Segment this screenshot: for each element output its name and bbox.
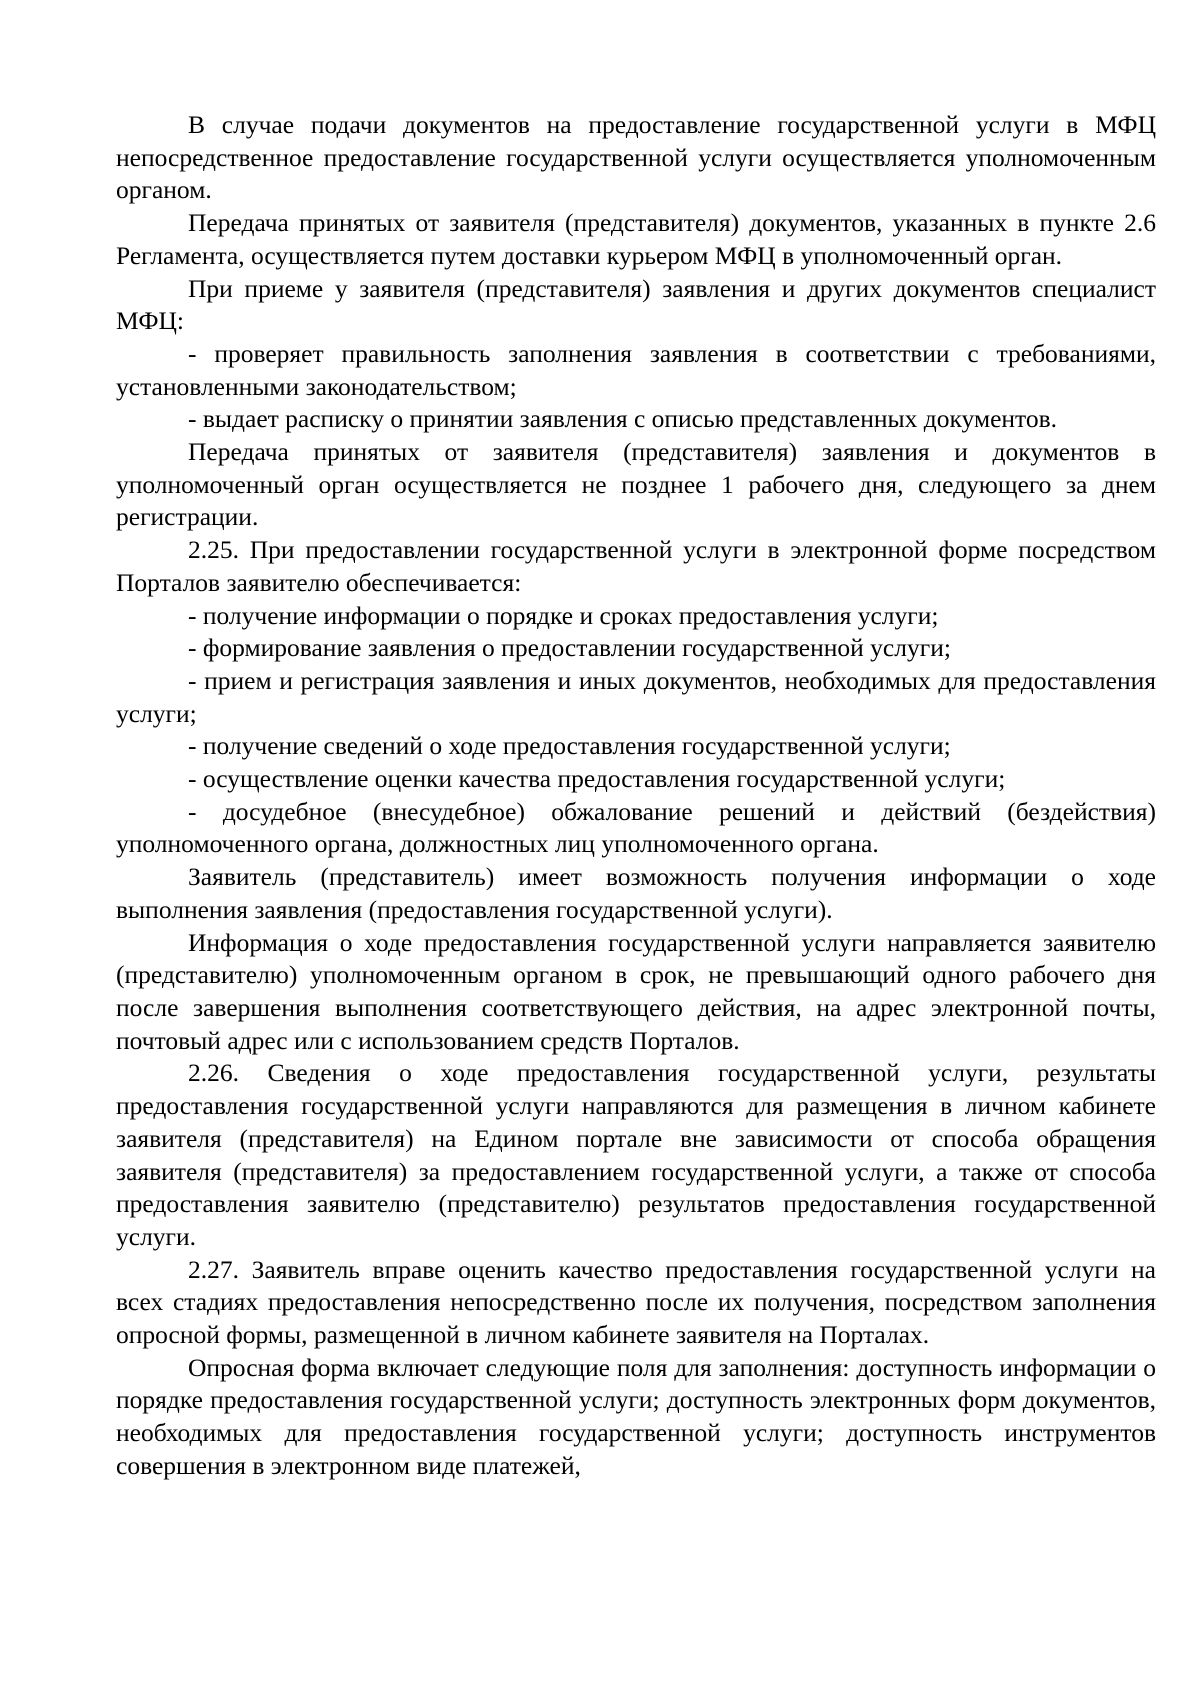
paragraph-survey-form: Опросная форма включает следующие поля для заполнения: доступность информации о порядке предоставления государственной услуги; доступность электронных форм документов, необходимых для предоставления государственной услуги; доступность инструментов совершения в электронном виде платежей, bbox=[116, 1352, 1156, 1480]
document-page bbox=[116, 109, 1156, 1483]
list-item-info-obtaining: - получение информации о порядке и сроках предоставления услуги; bbox=[188, 600, 939, 630]
paragraph-document-transfer: Передача принятых от заявителя (представителя) документов, указанных в пункте 2.6 Регламента, осуществляется путем доставки курьером МФЦ в уполномоченный орган. bbox=[116, 208, 1156, 270]
list-item-checks-correctness: - проверяет правильность заполнения заявления в соответствии с требованиями, установленными законодательством; bbox=[116, 338, 1156, 401]
paragraph-applicant-info: Заявитель (представитель) имеет возможность получения информации о ходе выполнения заявления (предоставления государственной услуги). bbox=[116, 862, 1156, 924]
list-item-registration: - прием и регистрация заявления и иных документов, необходимых для предоставления услуги; bbox=[116, 665, 1156, 728]
list-item-issues-receipt: - выдает расписку о принятии заявления с описью представленных документов. bbox=[188, 404, 1058, 434]
paragraph-section-2-25: 2.25. При предоставлении государственной услуги в электронной форме посредством Порталов заявителю обеспечивается: bbox=[116, 535, 1156, 597]
list-item-quality-assessment: - осуществление оценки качества предоставления государственной услуги; bbox=[188, 764, 1006, 794]
paragraph-specialist-intake: При приеме у заявителя (представителя) заявления и других документов специалист МФЦ: bbox=[116, 273, 1156, 336]
paragraph-transfer-deadline: Передача принятых от заявителя (представителя) заявления и документов в уполномоченный орган осуществляется не позднее 1 рабочего дня, следующего за днем регистрации. bbox=[116, 437, 1156, 532]
list-item-application-forming: - формирование заявления о предоставлении государственной услуги; bbox=[188, 633, 951, 663]
paragraph-progress-notification: Информация о ходе предоставления государственной услуги направляется заявителю (представителю) уполномоченным органом в срок, не превышающий одного рабочего дня после завершения выполнения соответствующего действия, на адрес электронной почты, почтовый адрес или с использованием средств Порталов. bbox=[116, 927, 1156, 1055]
paragraph-section-2-27: 2.27. Заявитель вправе оценить качество предоставления государственной услуги на всех стадиях предоставления непосредственно после их получения, посредством заполнения опросной формы, размещенной в личном кабинете заявителя на Порталах. bbox=[116, 1254, 1156, 1350]
list-item-pretrial-appeal: - досудебное (внесудебное) обжалование решений и действий (бездействия) уполномоченного органа, должностных лиц уполномоченного органа. bbox=[116, 796, 1156, 859]
paragraph-section-2-26: 2.26. Сведения о ходе предоставления государственной услуги, результаты предоставления государственной услуги направляются для размещения в личном кабинете заявителя (представителя) на Едином портале вне зависимости от способа обращения заявителя (представителя) за предоставлением государственной услуги, а также от способа предоставления заявителю (представителю) результатов предоставления государственной услуги. bbox=[116, 1058, 1156, 1251]
list-item-progress-info: - получение сведений о ходе предоставления государственной услуги; bbox=[188, 731, 951, 761]
paragraph-mfc-submission: В случае подачи документов на предоставление государственной услуги в МФЦ непосредственное предоставление государственной услуги осуществляется уполномоченным органом. bbox=[116, 110, 1156, 205]
